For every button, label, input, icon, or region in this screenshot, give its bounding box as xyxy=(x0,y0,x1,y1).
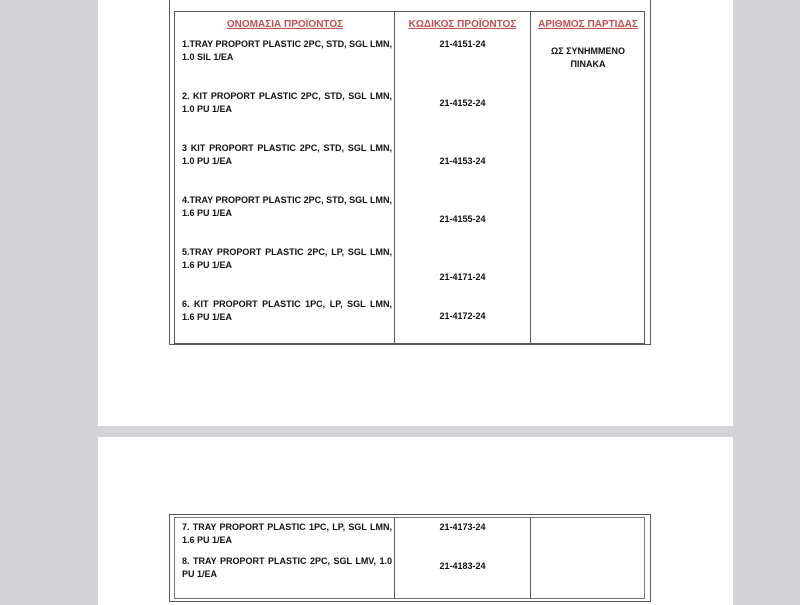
product-code-6: 21-4172-24 xyxy=(439,311,486,321)
batch-note-text: ΩΣ ΣΥΝΗΜΜΕΝΟ ΠΙΝΑΚΑ xyxy=(550,46,626,69)
product-code-5: 21-4171-24 xyxy=(439,272,486,282)
product-code-1: 21-4151-24 xyxy=(439,39,486,49)
header-batch-number: ΑΡΙΘΜΟΣ ΠΑΡΤΙΔΑΣ xyxy=(538,19,638,30)
product-name-6: 6. KIT PROPORT PLASTIC 1PC, LP, SGL LMN, 1.6 PU 1/EA xyxy=(182,299,392,322)
product-name-8: 8. TRAY PROPORT PLASTIC 2PC, SGL LMV, 1.0 PU 1/EA xyxy=(182,556,392,579)
product-name-1: 1.TRAY PROPORT PLASTIC 2PC, STD, SGL LMN, 1.0 SIL 1/EA xyxy=(182,39,392,62)
product-name-2: 2. KIT PROPORT PLASTIC 2PC, STD, SGL LMN, 1.0 PU 1/EA xyxy=(182,91,392,114)
product-code-8: 21-4183-24 xyxy=(439,561,486,571)
table-outer-bottom-border xyxy=(169,344,651,345)
header-product-name: ΟΝΟΜΑΣΙΑ ΠΡΟΪΟΝΤΟΣ xyxy=(226,19,344,30)
product-code-7: 21-4173-24 xyxy=(439,522,486,532)
batch-note xyxy=(528,45,648,71)
table-outer-right-border xyxy=(650,0,651,345)
product-code-4: 21-4155-24 xyxy=(439,214,486,224)
product-name-4: 4.TRAY PROPORT PLASTIC 2PC, STD, SGL LMN, 1.6 PU 1/EA xyxy=(182,195,392,218)
column-divider-2-p2 xyxy=(530,517,531,599)
document-page-1 xyxy=(98,0,733,426)
document-page-2 xyxy=(98,437,733,605)
header-product-code: ΚΩΔΙΚΟΣ ΠΡΟΪΟΝΤΟΣ xyxy=(408,19,517,30)
table-outer-left-border xyxy=(169,0,170,345)
product-name-7: 7. TRAY PROPORT PLASTIC 1PC, LP, SGL LMN, 1.6 PU 1/EA xyxy=(182,522,392,545)
product-name-5: 5.TRAY PROPORT PLASTIC 2PC, LP, SGL LMN, 1.6 PU 1/EA xyxy=(182,247,392,270)
column-divider-1 xyxy=(394,11,395,344)
product-code-2: 21-4152-24 xyxy=(439,98,486,108)
product-code-3: 21-4153-24 xyxy=(439,156,486,166)
product-name-3: 3 KIT PROPORT PLASTIC 2PC, STD, SGL LMN, 1.0 PU 1/EA xyxy=(182,143,392,166)
